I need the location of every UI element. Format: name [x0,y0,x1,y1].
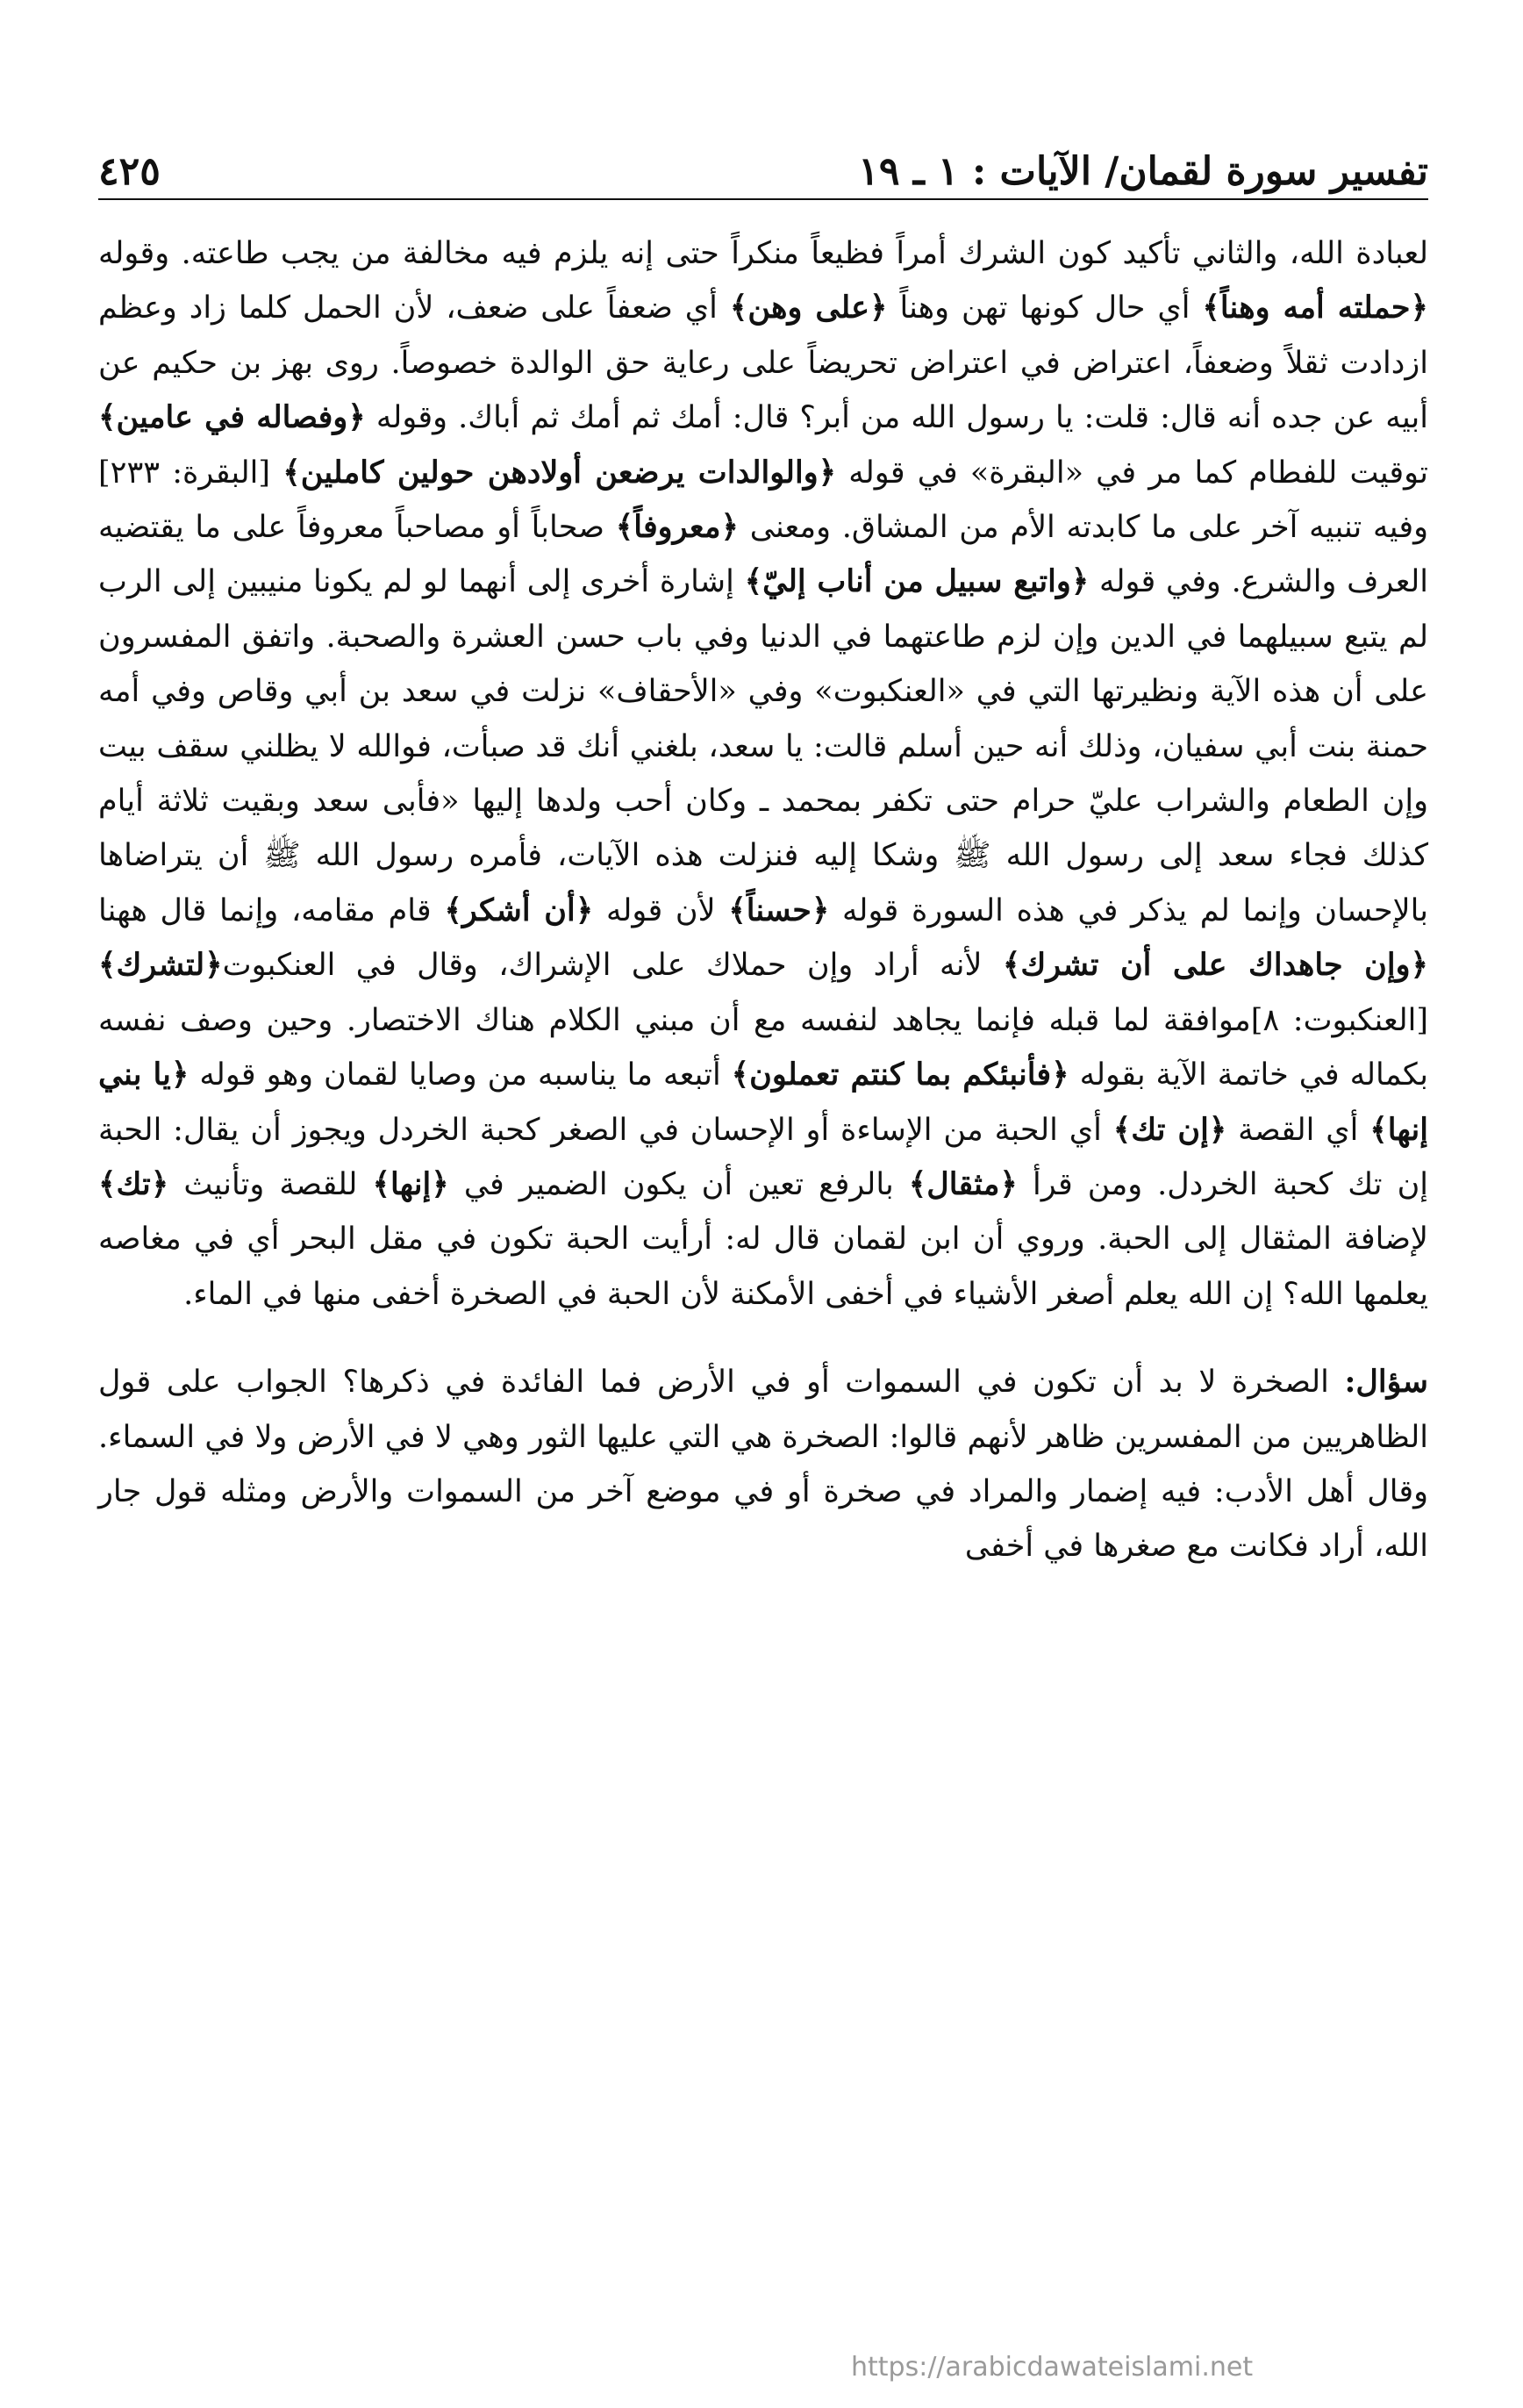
page-number: ٤٢٥ [98,149,161,194]
quranic-quote: ﴿إنها﴾ [372,1165,449,1202]
quranic-quote: ﴿وإن جاهداك على أن تشرك﴾ [1002,947,1428,984]
text-segment: [العنكبوت: ٨]موافقة لما قبله فإنما يجاهد لنفسه مع أن مبني الكلام هناك الاختصار. وحين وصف نفسه بكماله في خاتمة الآية بقوله [98,1002,1429,1093]
paragraph-gap [98,1322,1428,1355]
watermark-url: https://arabicdawateislami.net [851,2352,1254,2383]
quranic-quote: ﴿معروفاً﴾ [615,509,740,546]
quranic-quote: ﴿والوالدات يرضعن أولادهن حولين كاملين﴾ [282,454,837,491]
text-segment: أي القصة [1226,1112,1370,1148]
text-segment: قام مقامه، وإنما قال ههنا [98,892,445,928]
text-segment: للقصة وتأنيث [168,1166,373,1202]
header-divider [98,198,1428,200]
quranic-quote: ﴿يا بني إنها﴾ [98,1057,1428,1148]
text-segment: لعبادة الله، والثاني تأكيد كون الشرك أمراً فظيعاً منكراً حتى إنه يلزم فيه مخالفة من يجب طاعته. وقوله [98,236,1428,271]
text-segment: [البقرة: ٢٣٣] وفيه تنبيه آخر على ما كابدته الأم من المشاق. ومعنى [98,455,1428,546]
paragraph [98,226,1428,1322]
quranic-quote: ﴿لتشرك﴾ [98,947,223,984]
text-segment: إشارة أخرى إلى أنهما لو لم يكونا منيبين إلى الرب لم يتبع سبيلهما في الدين وإن لزم طاعتهما في الدنيا وفي باب حسن العشرة والصحبة. واتفق المفسرون على أن هذه الآية ونظيرتها التي في «العنكبوت» وفي «الأحقاف» نزلت في سعد بن أبي وقاص وفي أمه حمنة بنت أبي سفيان، وذلك أنه حين أسلم قالت: يا سعد، بلغني أنك قد صبأت، فوالله لا يظلني سقف بيت وإن الطعام والشراب عليّ حرام حتى تكفر بمحمد ـ وكان أحب ولدها إليها «فأبى سعد وبقيت ثلاثة أيام كذلك فجاء سعد إلى رسول الله ﷺ وشكا إليه فنزلت هذه الآيات، فأمره رسول الله ﷺ أن يتراضاها بالإحسان وإنما لم يذكر في هذه السورة قوله [98,564,1429,928]
quranic-quote: ﴿حملته أمه وهناً﴾ [1202,290,1428,326]
text-segment: لأن قوله [593,892,729,928]
text-segment: أي الحبة من الإساءة أو الإحسان في الصغر كحبة الخردل ويجوز أن يقال: الحبة إن تك كحبة الخردل. ومن قرأ [98,1112,1429,1202]
text-segment: الصخرة لا بد أن تكون في السموات أو في الأرض فما الفائدة في ذكرها؟ الجواب على قول الظاهريين من المفسرين ظاهر لأنهم قالوا: الصخرة هي التي عليها الثور وهي لا في الأرض ولا في السماء. وقال أهل الأدب: فيه إضمار والمراد في صخرة أو في موضع آخر من السموات والأرض ومثله قول جار الله، أراد فكانت مع صغرها في أخفى [98,1365,1428,1565]
text-segment: أتبعه ما يناسبه من وصايا لقمان وهو قوله [189,1057,732,1093]
quranic-quote: ﴿على وهن﴾ [729,290,888,326]
text-segment: أي ضعفاً على ضعف، لأن الحمل كلما زاد وعظم ازدادت ثقلاً وضعفاً، اعتراض في اعتراض تحريضاً على رعاية حق الوالدة خصوصاً. روى بهز بن حكيم عن أبيه عن جده أنه قال: قلت: يا رسول الله من أبر؟ قال: أمك ثم أمك ثم أباك. وقوله [98,290,1428,436]
quranic-quote: سؤال: [1344,1364,1428,1401]
text-segment: أي حال كونها تهن وهناً [887,290,1203,326]
paragraph [98,1355,1428,1574]
text-segment: بالرفع تعين أن يكون الضمير في [448,1166,909,1202]
page-header [98,130,1428,194]
quranic-quote: ﴿واتبع سبيل من أناب إليّ﴾ [744,563,1090,600]
quranic-quote: ﴿فأنبئكم بما كنتم تعملون﴾ [731,1057,1069,1093]
quranic-quote: ﴿مثقال﴾ [908,1165,1018,1202]
text-segment: توقيت للفطام كما مر في «البقرة» في قوله [836,455,1428,491]
quranic-quote: ﴿حسناً﴾ [728,892,830,928]
quranic-quote: ﴿وفصاله في عامين﴾ [98,399,366,436]
quranic-quote: ﴿تك﴾ [98,1165,169,1202]
text-segment: لأنه أراد وإن حملاك على الإشراك، وقال في العنكبوت [222,948,1003,984]
text-segment: صحاباً أو مصاحباً معروفاً على ما يقتضيه العرف والشرع. وفي قوله [98,510,1429,600]
quranic-quote: ﴿أن أشكر﴾ [444,892,594,928]
body-text [98,226,1428,1574]
text-segment: لإضافة المثقال إلى الحبة. وروي أن ابن لقمان قال له: أرأيت الحبة تكون في مقل البحر أي في مغاصه يعلمها الله؟ إن الله يعلم أصغر الأشياء في أخفى الأمكنة لأن الحبة في الصخرة أخفى منها في الماء. [98,1222,1428,1312]
running-title: تفسير سورة لقمان/ الآيات : ١ ـ ١٩ [858,149,1428,194]
quranic-quote: ﴿إن تك﴾ [1112,1111,1227,1148]
